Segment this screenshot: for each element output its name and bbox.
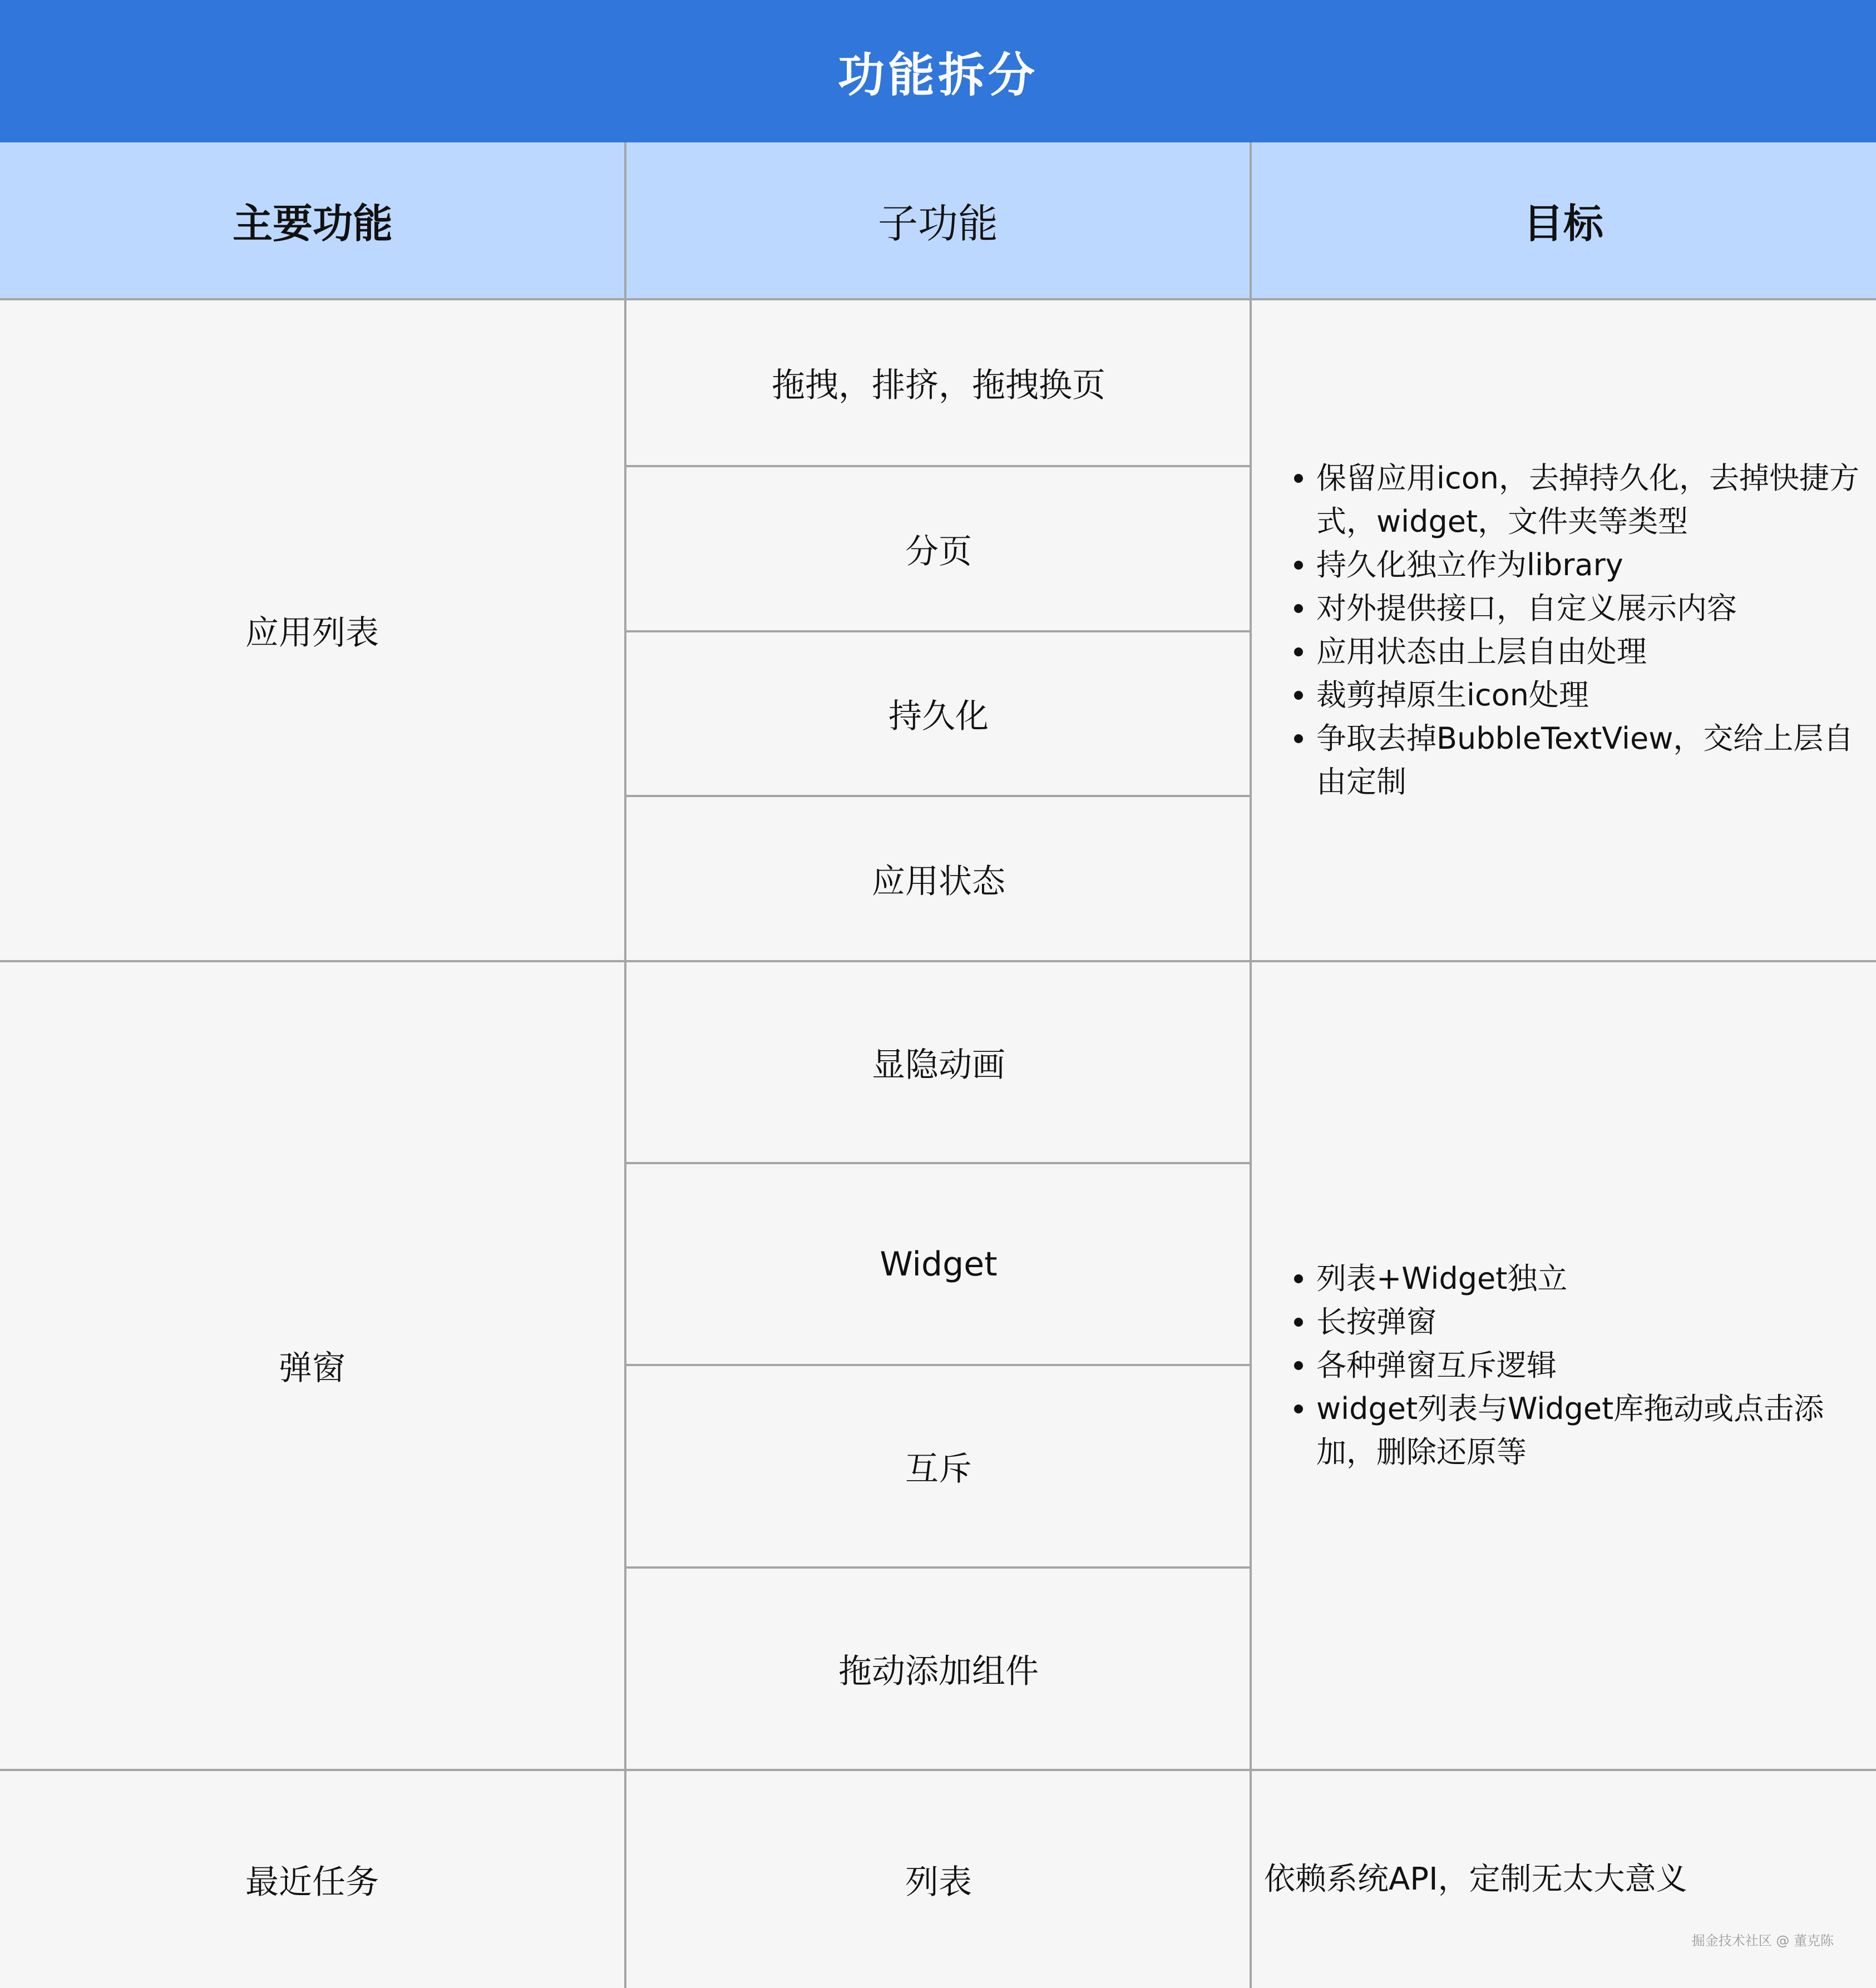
sub-function-cell: 拖拽，排挤，拖拽换页 xyxy=(772,366,1105,405)
list-item: 应用状态由上层自由处理 xyxy=(1290,630,1865,674)
main-function-cell: 最近任务 xyxy=(245,1863,379,1902)
header-goal: 目标 xyxy=(1523,200,1603,247)
list-item: 裁剪掉原生icon处理 xyxy=(1290,674,1865,717)
goal-list xyxy=(1290,1257,1854,1474)
list-item: 保留应用icon，去掉持久化，去掉快捷方式，widget，文件夹等类型 xyxy=(1290,457,1865,543)
list-item: 列表+Widget独立 xyxy=(1290,1257,1854,1300)
goal-list xyxy=(1290,457,1865,804)
goal-cell xyxy=(1252,962,1876,1769)
sub-function-cell: 拖动添加组件 xyxy=(838,1652,1039,1691)
list-item: 对外提供接口，自定义展示内容 xyxy=(1290,587,1865,630)
watermark: 掘金技术社区 @ 董克陈 xyxy=(1691,1933,1834,1949)
sub-function-cell: 列表 xyxy=(905,1863,972,1902)
main-function-cell: 应用列表 xyxy=(245,614,379,652)
main-function-cell: 弹窗 xyxy=(279,1349,345,1388)
list-item: 各种弹窗互斥逻辑 xyxy=(1290,1344,1854,1387)
list-item: 争取去掉BubbleTextView，交给上层自由定制 xyxy=(1290,717,1865,804)
goal-cell xyxy=(1252,300,1876,960)
header-sub-function: 子功能 xyxy=(877,200,998,247)
sub-function-cell: 显隐动画 xyxy=(872,1045,1005,1085)
list-item: 长按弹窗 xyxy=(1290,1300,1854,1344)
sub-function-cell: 持久化 xyxy=(888,697,989,736)
sub-function-cell: 分页 xyxy=(905,532,972,571)
table-header-row xyxy=(0,142,1876,300)
header-main-function: 主要功能 xyxy=(232,200,393,247)
sub-function-cell: 互斥 xyxy=(905,1450,972,1488)
list-item: 持久化独立作为library xyxy=(1290,543,1865,587)
title-bar xyxy=(0,0,1876,142)
sub-function-cell: 应用状态 xyxy=(872,862,1005,901)
goal-cell: 依赖系统API，定制无太大意义 xyxy=(1264,1861,1687,1897)
sub-function-cell: Widget xyxy=(880,1244,998,1284)
list-item: widget列表与Widget库拖动或点击添加，删除还原等 xyxy=(1290,1387,1854,1474)
page-title: 功能拆分 xyxy=(837,47,1038,102)
